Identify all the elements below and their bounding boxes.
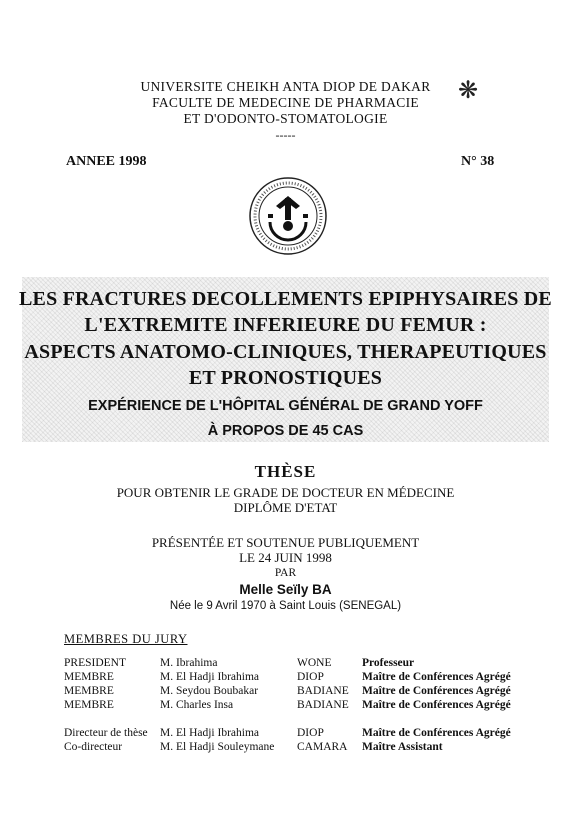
jury-row <box>0 685 571 699</box>
faculty-name-2: ET D'ODONTO-STOMATOLOGIE <box>183 111 388 126</box>
jury-role: MEMBRE <box>64 671 114 683</box>
thesis-subtitle-line-2: À PROPOS DE 45 CAS <box>207 423 364 439</box>
jury-title: Maître de Conférences Agrégé <box>362 685 511 697</box>
thesis-diploma: DIPLÔME D'ETAT <box>233 500 338 515</box>
jury-role: MEMBRE <box>64 699 114 711</box>
jury-first-name: M. Seydou Boubakar <box>160 685 259 697</box>
faculty-name: FACULTE DE MEDECINE DE PHARMACIE <box>152 95 419 110</box>
jury-title: Professeur <box>362 657 415 669</box>
thesis-title-line-2: L'EXTREMITE INFERIEURE DU FEMUR : <box>84 314 487 336</box>
thesis-number: N° 38 <box>461 154 495 169</box>
jury-last-name: DIOP <box>297 671 324 683</box>
jury-first-name: M. El Hadji Ibrahima <box>160 671 260 683</box>
jury-first-name: M. El Hadji Ibrahima <box>160 727 260 739</box>
jury-role: Co-directeur <box>64 741 123 753</box>
jury-last-name: BADIANE <box>297 699 349 711</box>
jury-row <box>0 727 571 741</box>
jury-last-name: BADIANE <box>297 685 349 697</box>
jury-role: PRESIDENT <box>64 657 126 669</box>
jury-role: MEMBRE <box>64 685 114 697</box>
university-seal-icon <box>248 176 328 256</box>
jury-last-name: CAMARA <box>297 741 348 753</box>
thesis-title-line-3: ASPECTS ANATOMO-CLINIQUES, THERAPEUTIQUES <box>24 341 547 363</box>
author-birth-info: Née le 9 Avril 1970 à Saint Louis (SENEGAL) <box>169 600 402 612</box>
jury-last-name: DIOP <box>297 727 324 739</box>
jury-first-name: M. Ibrahima <box>160 657 218 669</box>
thesis-by: PAR <box>274 567 297 579</box>
year-label: ANNEE 1998 <box>66 154 147 169</box>
star-icon: ❋ <box>458 78 479 104</box>
jury-title: Maître de Conférences Agrégé <box>362 671 511 683</box>
jury-title: Maître de Conférences Agrégé <box>362 727 511 739</box>
header-separator: ----- <box>275 128 296 142</box>
jury-role: Directeur de thèse <box>64 727 148 739</box>
thesis-presented: PRÉSENTÉE ET SOUTENUE PUBLIQUEMENT <box>151 535 420 550</box>
jury-title: Maître de Conférences Agrégé <box>362 699 511 711</box>
jury-first-name: M. Charles Insa <box>160 699 234 711</box>
jury-row <box>0 657 571 671</box>
jury-row <box>0 671 571 685</box>
jury-row <box>0 741 571 755</box>
thesis-heading: THÈSE <box>254 462 317 481</box>
thesis-author: Melle Seïly BA <box>239 582 332 597</box>
jury-last-name: WONE <box>297 657 332 669</box>
university-name: UNIVERSITE CHEIKH ANTA DIOP DE DAKAR <box>140 79 431 94</box>
jury-title: Maître Assistant <box>362 741 443 753</box>
thesis-date: LE 24 JUIN 1998 <box>239 550 332 565</box>
jury-heading: MEMBRES DU JURY <box>64 632 188 646</box>
thesis-purpose: POUR OBTENIR LE GRADE DE DOCTEUR EN MÉDECINE <box>116 485 455 500</box>
thesis-title-line-4: ET PRONOSTIQUES <box>188 367 383 389</box>
jury-row <box>0 699 571 713</box>
thesis-subtitle-line-1: EXPÉRIENCE DE L'HÔPITAL GÉNÉRAL DE GRAND YOFF <box>88 398 483 414</box>
thesis-title-line-1: LES FRACTURES DECOLLEMENTS EPIPHYSAIRES DE <box>19 288 552 310</box>
jury-first-name: M. El Hadji Souleymane <box>160 741 275 753</box>
